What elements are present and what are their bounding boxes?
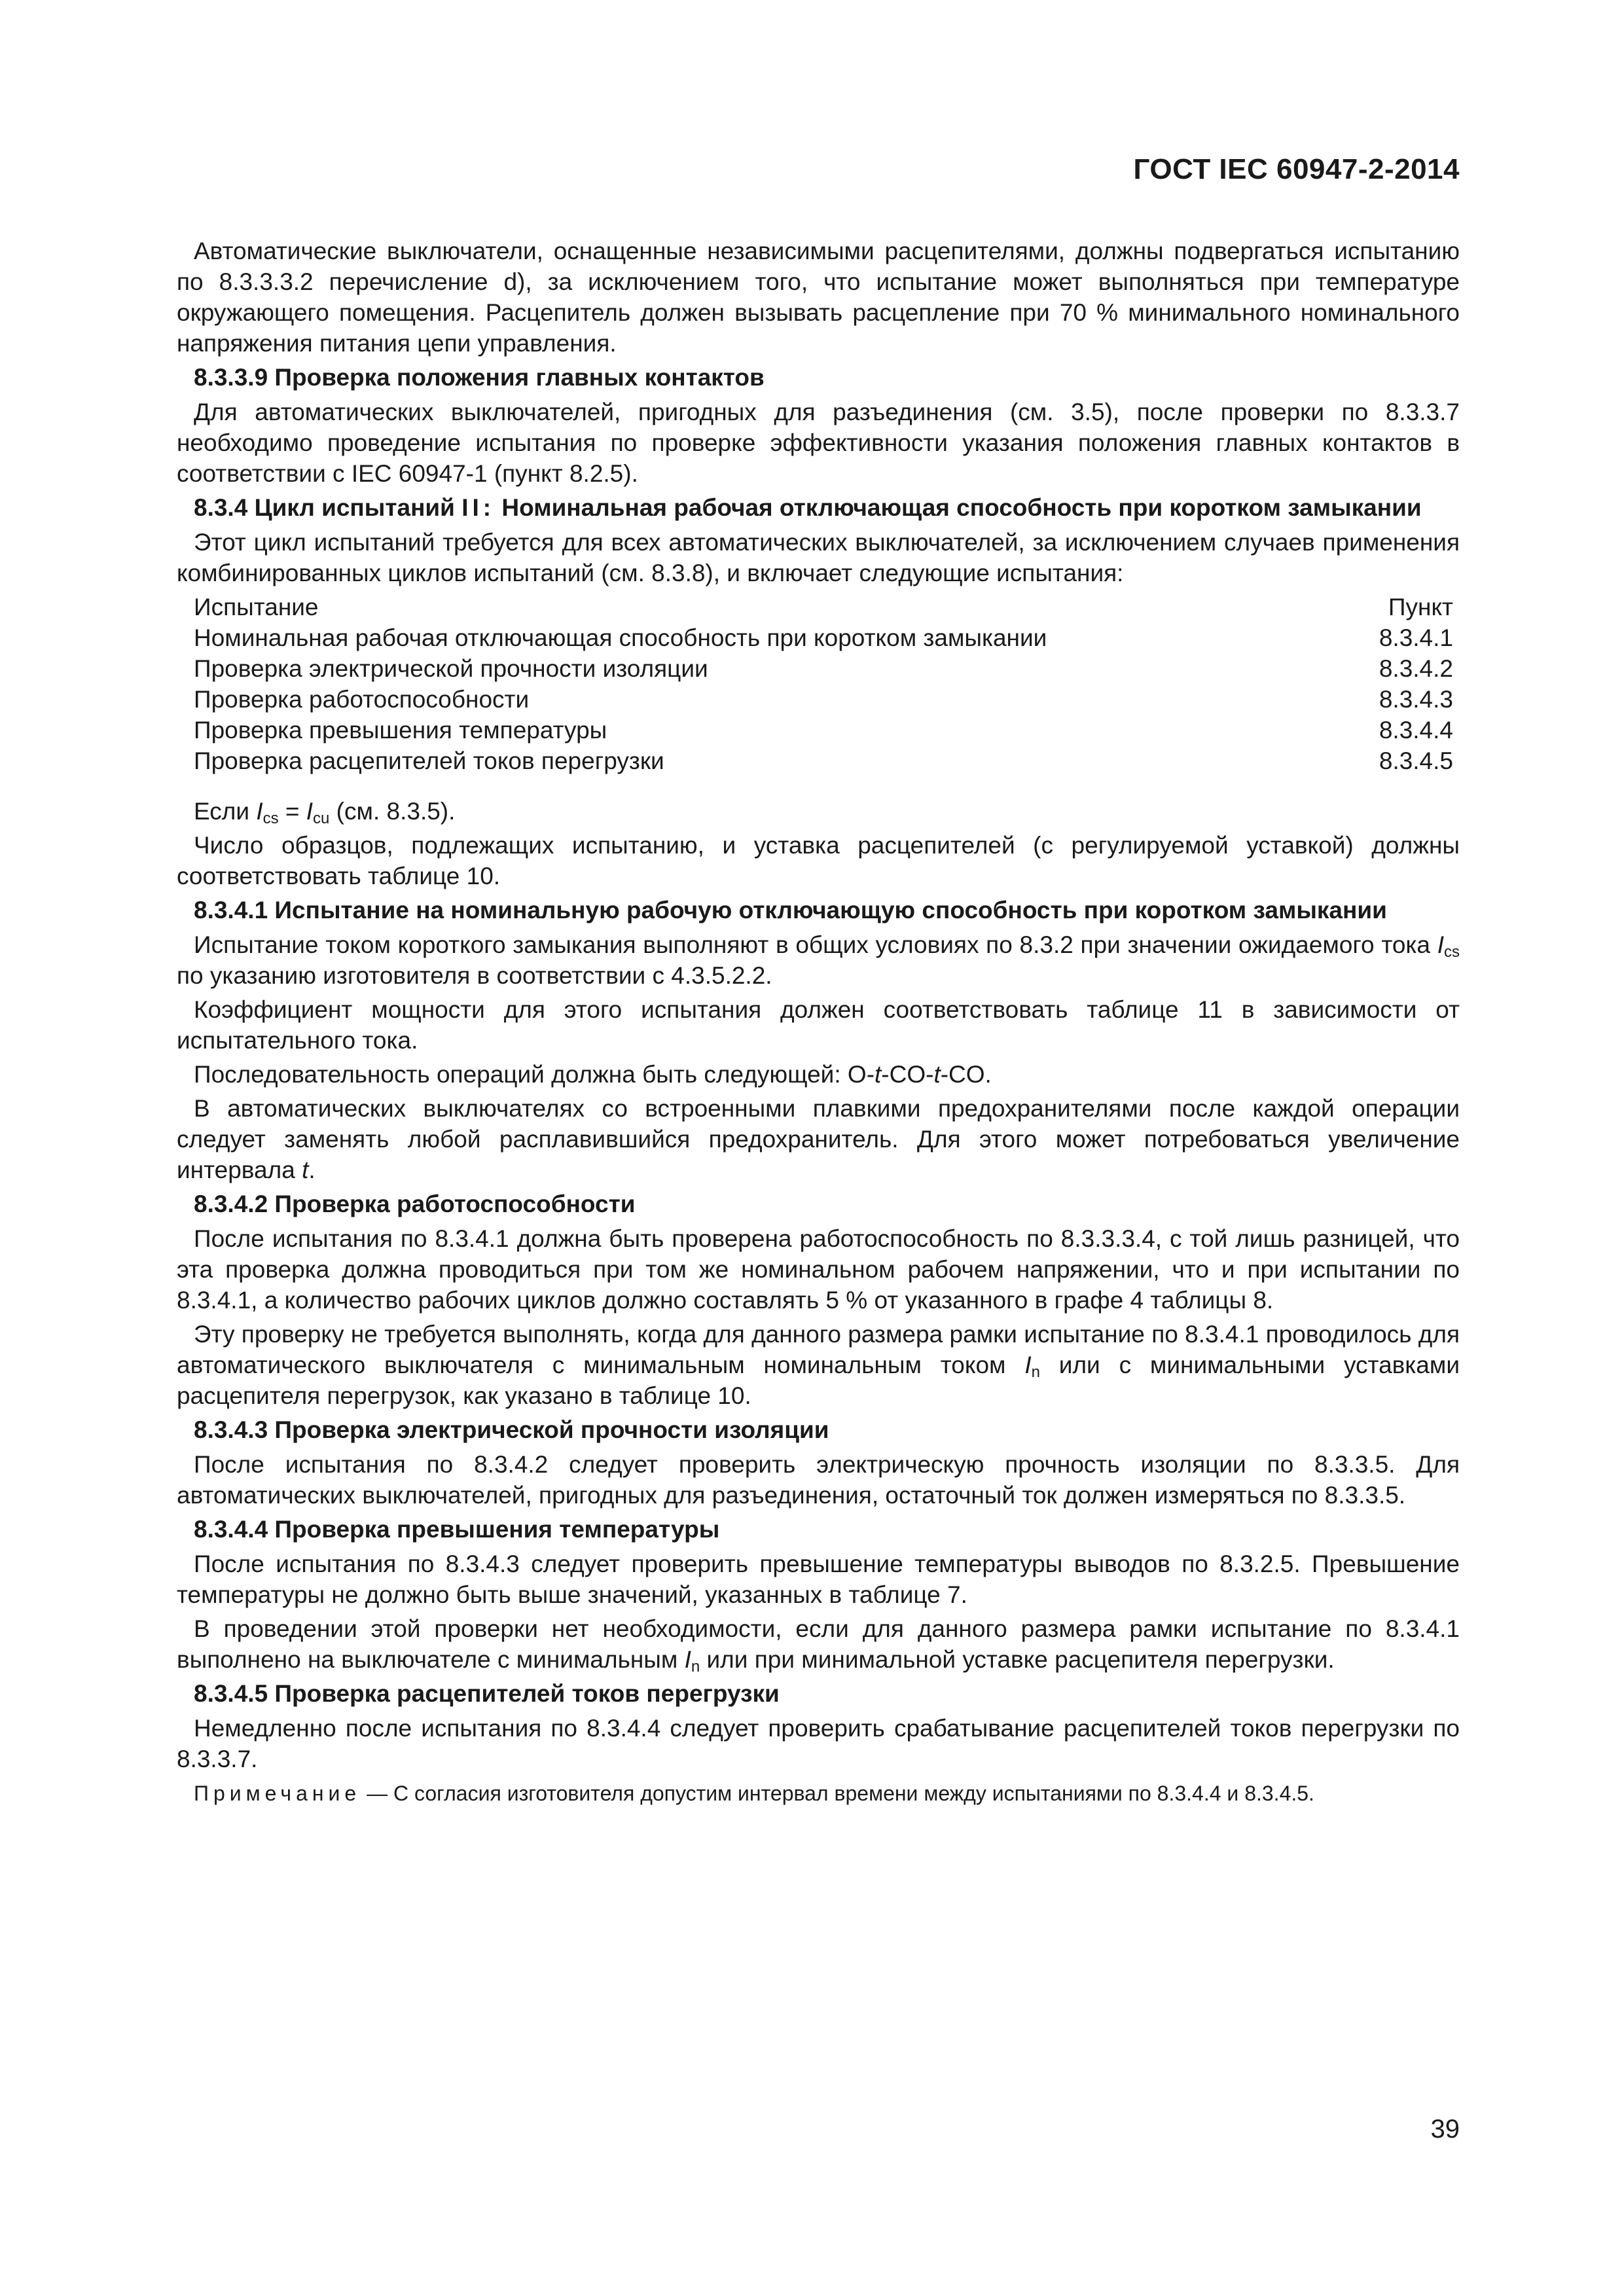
note-label: Примечание xyxy=(194,1782,361,1805)
test-clause: 8.3.4.4 xyxy=(1379,717,1453,744)
heading-8-3-4-cycle: II: xyxy=(461,494,496,521)
paragraph-8-3-4: Этот цикл испытаний требуется для всех автоматических выключателей, за исключением случаев применения комбинированных циклов испытаний (см. 8.3.8), и включает следующие испытания: xyxy=(177,529,1460,586)
text-span: Испытание током короткого замыкания выполняют в общих условиях по 8.3.2 при значении ожидаемого тока xyxy=(194,931,1437,958)
text-span: -CO- xyxy=(881,1061,934,1088)
test-clause: 8.3.4.3 xyxy=(1379,686,1453,713)
note xyxy=(177,1780,1460,1807)
text-span: . xyxy=(308,1157,316,1183)
text-span: Эту проверку не требуется выполнять, когда для данного размера рамки испытание по 8.3.4.1 проводилось для автоматического выключателя с минимальным номинальным током xyxy=(177,1321,1460,1378)
test-clause: 8.3.4.5 xyxy=(1379,747,1453,774)
text-span: = xyxy=(278,798,306,825)
symbol-current: I xyxy=(1024,1352,1032,1378)
symbol-current: I xyxy=(684,1646,691,1673)
heading-8-3-4 xyxy=(177,492,1460,523)
text-span: В автоматических выключателях со встроенными плавкими предохранителями после каждой операции следует заменять любой расплавившийся предохранитель. Для этого может потребоваться увеличение интервала xyxy=(177,1095,1460,1183)
symbol-current: I xyxy=(1437,931,1444,958)
heading-8-3-4-1: 8.3.4.1 Испытание на номинальную рабочую отключающую способность при коротком замыкании xyxy=(194,897,1387,924)
paragraph-intro: Автоматические выключатели, оснащенные независимыми расцепителями, должны подвергаться испытанию по 8.3.3.3.2 перечисление d), за исключением того, что испытание может выполняться при температуре окружающего помещения. Расцепитель должен вызывать расцепление при 70 % минимального номинального напряжения питания цепи управления. xyxy=(177,238,1460,357)
paragraph-8-3-4-5: Немедленно после испытания по 8.3.4.4 следует проверить срабатывание расцепителей токов перегрузки по 8.3.3.7. xyxy=(177,1715,1460,1772)
heading-8-3-3-9: 8.3.3.9 Проверка положения главных контактов xyxy=(194,364,765,391)
table-row xyxy=(194,653,1453,684)
subscript-cs: cs xyxy=(1444,943,1460,961)
test-name: Номинальная рабочая отключающая способность при коротком замыкании xyxy=(194,624,1047,651)
paragraph-samples: Число образцов, подлежащих испытанию, и уставка расцепителей (с регулируемой уставкой) должны соответствовать таблице 10. xyxy=(177,832,1460,889)
paragraph-8-3-4-1-d xyxy=(177,1093,1460,1185)
table-row xyxy=(194,745,1453,776)
tests-table-header-test: Испытание xyxy=(194,594,319,620)
text-span: или при минимальной уставке расцепителя перегрузки. xyxy=(700,1646,1335,1673)
paragraph-8-3-4-4-a: После испытания по 8.3.4.3 следует проверить превышение температуры выводов по 8.3.2.5. Превышение температуры не должно быть выше значений, указанных в таблице 7. xyxy=(177,1551,1460,1608)
tests-table xyxy=(194,592,1453,776)
heading-8-3-4-3: 8.3.4.3 Проверка электрической прочности изоляции xyxy=(194,1416,829,1443)
test-name: Проверка работоспособности xyxy=(194,686,530,713)
subscript-n: n xyxy=(1031,1363,1040,1381)
test-name: Проверка расцепителей токов перегрузки xyxy=(194,747,664,774)
heading-8-3-4-5: 8.3.4.5 Проверка расцепителей токов перегрузки xyxy=(194,1680,780,1707)
document-body xyxy=(177,236,1460,1807)
paragraph-8-3-4-1-c xyxy=(177,1059,1460,1090)
subscript-n: n xyxy=(691,1658,700,1676)
heading-8-3-4-number: 8.3.4 Цикл испытаний xyxy=(194,494,455,521)
paragraph-8-3-4-2-a: После испытания по 8.3.4.1 должна быть проверена работоспособность по 8.3.3.3.4, с той лишь разницей, что эта проверка должна проводиться при том же номинальном рабочем напряжении, что и при испытании по 8.3.4.1, а количество рабочих циклов должно составлять 5 % от указанного в графе 4 таблицы 8. xyxy=(177,1225,1460,1314)
symbol-current: I xyxy=(306,798,314,825)
paragraph-8-3-3-9: Для автоматических выключателей, пригодных для разъединения (см. 3.5), после проверки по 8.3.3.7 необходимо проведение испытания по проверке эффективности указания положения главных контактов в соответствии с IEC 60947-1 (пункт 8.2.5). xyxy=(177,399,1460,487)
text-span: В проведении этой проверки нет необходимости, если для данного размера рамки испытание по 8.3.4.1 выполнено на выключателе с минимальным xyxy=(177,1615,1460,1673)
paragraph-8-3-4-1-b: Коэффициент мощности для этого испытания должен соответствовать таблице 11 в зависимости от испытательного тока. xyxy=(177,996,1460,1054)
text-span: Последовательность операций должна быть следующей: O- xyxy=(194,1061,875,1088)
heading-8-3-4-4: 8.3.4.4 Проверка превышения температуры xyxy=(194,1516,720,1543)
symbol-time: t xyxy=(933,1061,941,1088)
symbol-current: I xyxy=(256,798,263,825)
test-clause: 8.3.4.2 xyxy=(1379,655,1453,682)
table-row xyxy=(194,715,1453,745)
paragraph-8-3-4-1-a xyxy=(177,929,1460,991)
text-span: по указанию изготовителя в соответствии с 4.3.5.2.2. xyxy=(177,962,772,989)
text-span: или с минимальными уставками расцепителя перегрузок, как указано в таблице 10. xyxy=(177,1352,1460,1409)
document-page xyxy=(177,0,1460,2296)
tests-table-header-clause: Пункт xyxy=(1388,594,1453,620)
subscript-cu: cu xyxy=(313,810,330,827)
paragraph-8-3-4-4-b xyxy=(177,1613,1460,1675)
paragraph-8-3-4-2-b xyxy=(177,1319,1460,1411)
test-name: Проверка превышения температуры xyxy=(194,717,607,744)
text-span: (см. 8.3.5). xyxy=(329,798,456,825)
test-name: Проверка электрической прочности изоляции xyxy=(194,655,708,682)
paragraph-if-ics-equals-icu xyxy=(177,796,1460,827)
heading-8-3-4-2: 8.3.4.2 Проверка работоспособности xyxy=(194,1191,636,1217)
tests-table-header xyxy=(194,592,1453,622)
heading-8-3-4-title: Номинальная рабочая отключающая способность при коротком замыкании xyxy=(501,494,1422,521)
table-row xyxy=(194,622,1453,653)
table-row xyxy=(194,684,1453,715)
note-text: — С согласия изготовителя допустим интервал времени между испытаниями по 8.3.4.4 и 8.3.4.5. xyxy=(361,1782,1314,1805)
text-span: -CO. xyxy=(940,1061,992,1088)
text-span: Если xyxy=(194,798,257,825)
page-number: 39 xyxy=(1430,2115,1460,2144)
symbol-time: t xyxy=(302,1157,309,1183)
symbol-time: t xyxy=(875,1061,882,1088)
subscript-cs: cs xyxy=(262,810,279,827)
paragraph-8-3-4-3: После испытания по 8.3.4.2 следует проверить электрическую прочность изоляции по 8.3.3.5. Для автоматических выключателей, пригодных для разъединения, остаточный ток должен измеряться по 8.3.3.5. xyxy=(177,1451,1460,1509)
document-code-header: ГОСТ IEC 60947-2-2014 xyxy=(1133,153,1460,185)
test-clause: 8.3.4.1 xyxy=(1379,624,1453,651)
